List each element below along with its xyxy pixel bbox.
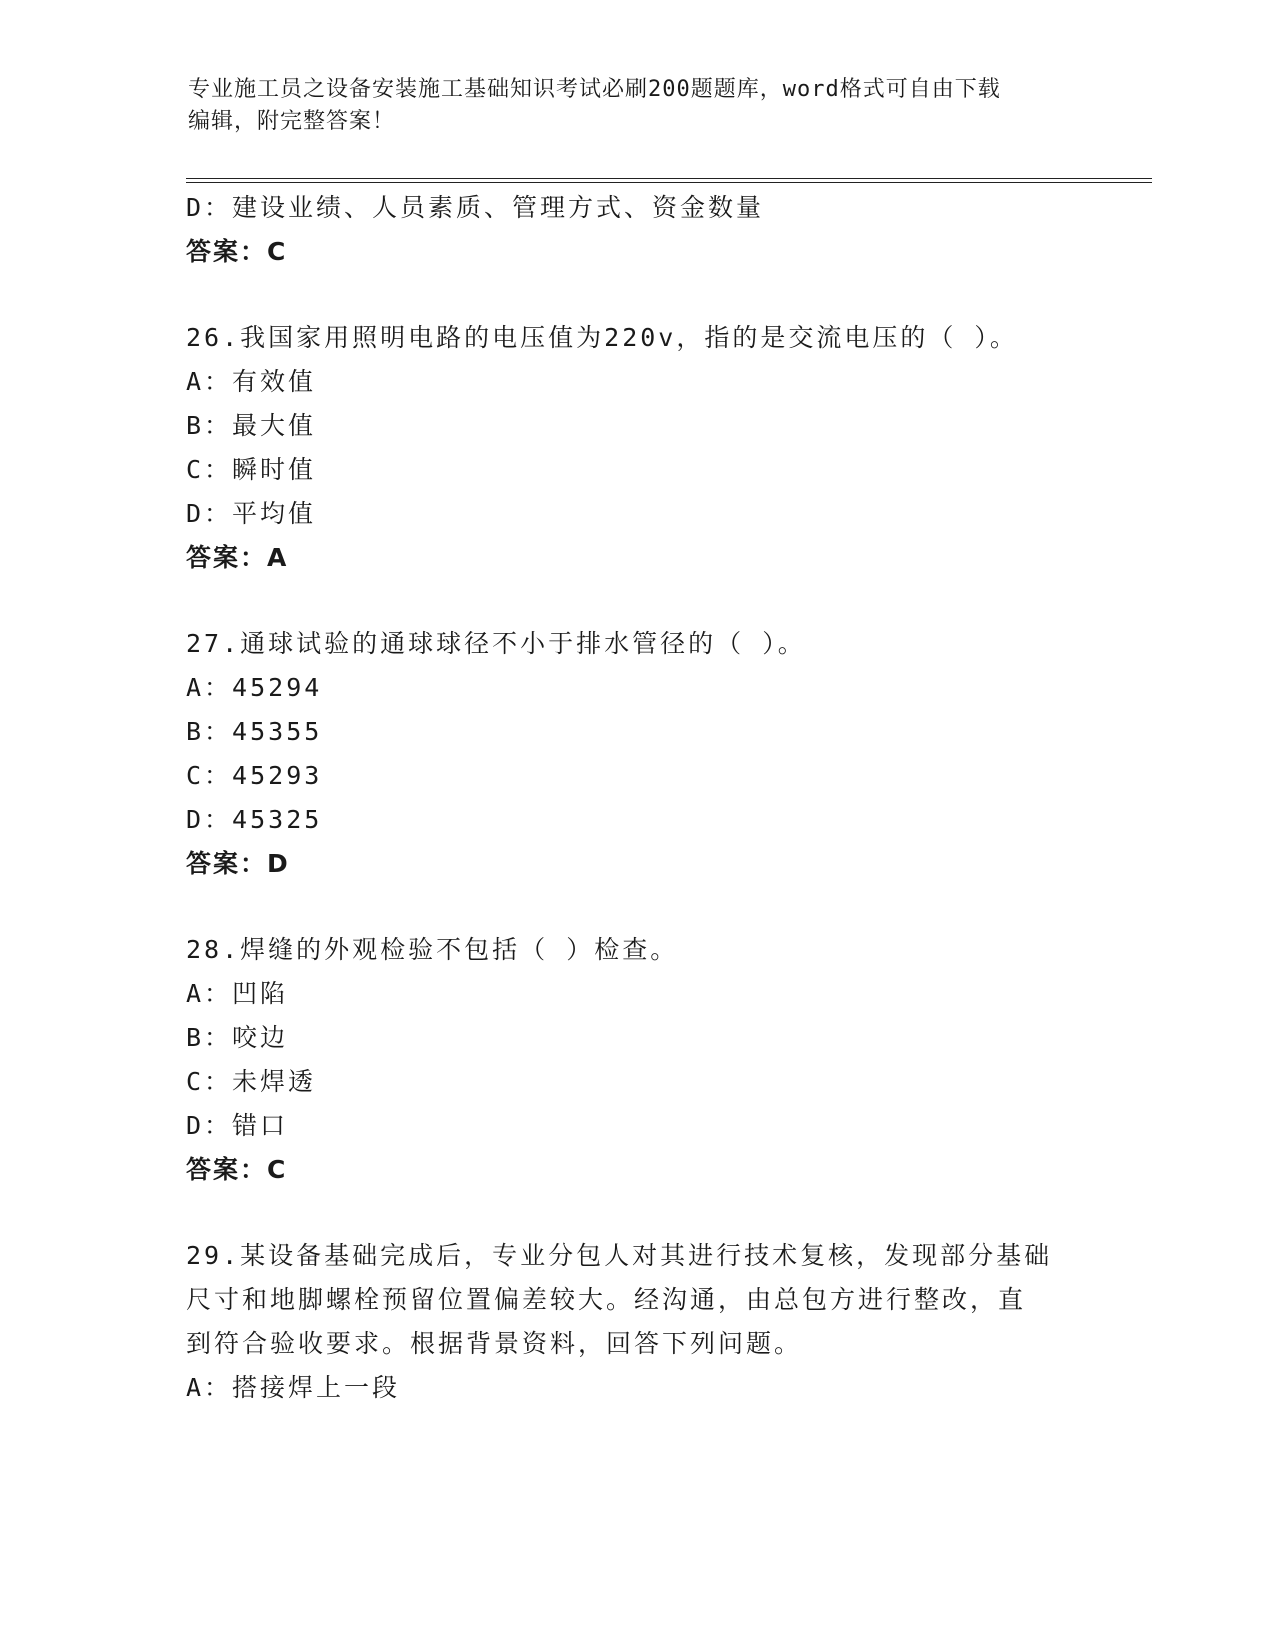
document-header (188, 74, 1088, 138)
header-divider-bottom (186, 182, 1152, 183)
question-26-answer: 答案：A (186, 543, 289, 572)
question-26-option-b: B：最大值 (186, 411, 317, 440)
question-29-option-a: A：搭接焊上一段 (186, 1373, 401, 1402)
question-27-option-a: A：45294 (186, 673, 323, 702)
answer: 答案：C (186, 237, 288, 266)
question-26-stem: 26.我国家用照明电路的电压值为220v，指的是交流电压的（ ）。 (186, 323, 1018, 352)
question-26-option-c: C：瞬时值 (186, 455, 317, 484)
question-26-option-a: A：有效值 (186, 367, 317, 396)
question-26-option-d: D：平均值 (186, 499, 317, 528)
question-27-option-b: B：45355 (186, 717, 323, 746)
question-27-answer: 答案：D (186, 849, 290, 878)
option-d: D：建设业绩、人员素质、管理方式、资金数量 (186, 193, 765, 222)
header-line-2: 编辑，附完整答案！ (188, 109, 396, 134)
question-27-option-c: C：45293 (186, 761, 323, 790)
question-27-stem: 27.通球试验的通球球径不小于排水管径的（ ）。 (186, 629, 806, 658)
question-28-stem: 28.焊缝的外观检验不包括（ ）检查。 (186, 935, 679, 964)
question-28-option-b: B：咬边 (186, 1023, 289, 1052)
question-27-option-d: D：45325 (186, 805, 323, 834)
question-29-stem-line-3: 到符合验收要求。根据背景资料，回答下列问题。 (186, 1329, 803, 1358)
question-28-answer: 答案：C (186, 1155, 288, 1184)
question-29-stem-line-1: 29.某设备基础完成后，专业分包人对其进行技术复核，发现部分基础 (186, 1241, 1053, 1270)
question-28-option-c: C：未焊透 (186, 1067, 317, 1096)
header-divider-top (186, 178, 1152, 179)
question-28-option-d: D：错口 (186, 1111, 289, 1140)
question-28-option-a: A：凹陷 (186, 979, 289, 1008)
header-line-1: 专业施工员之设备安装施工基础知识考试必刷200题题库，word格式可自由下载 (188, 77, 1001, 102)
question-29-stem-line-2: 尺寸和地脚螺栓预留位置偏差较大。经沟通，由总包方进行整改，直 (186, 1285, 1027, 1314)
